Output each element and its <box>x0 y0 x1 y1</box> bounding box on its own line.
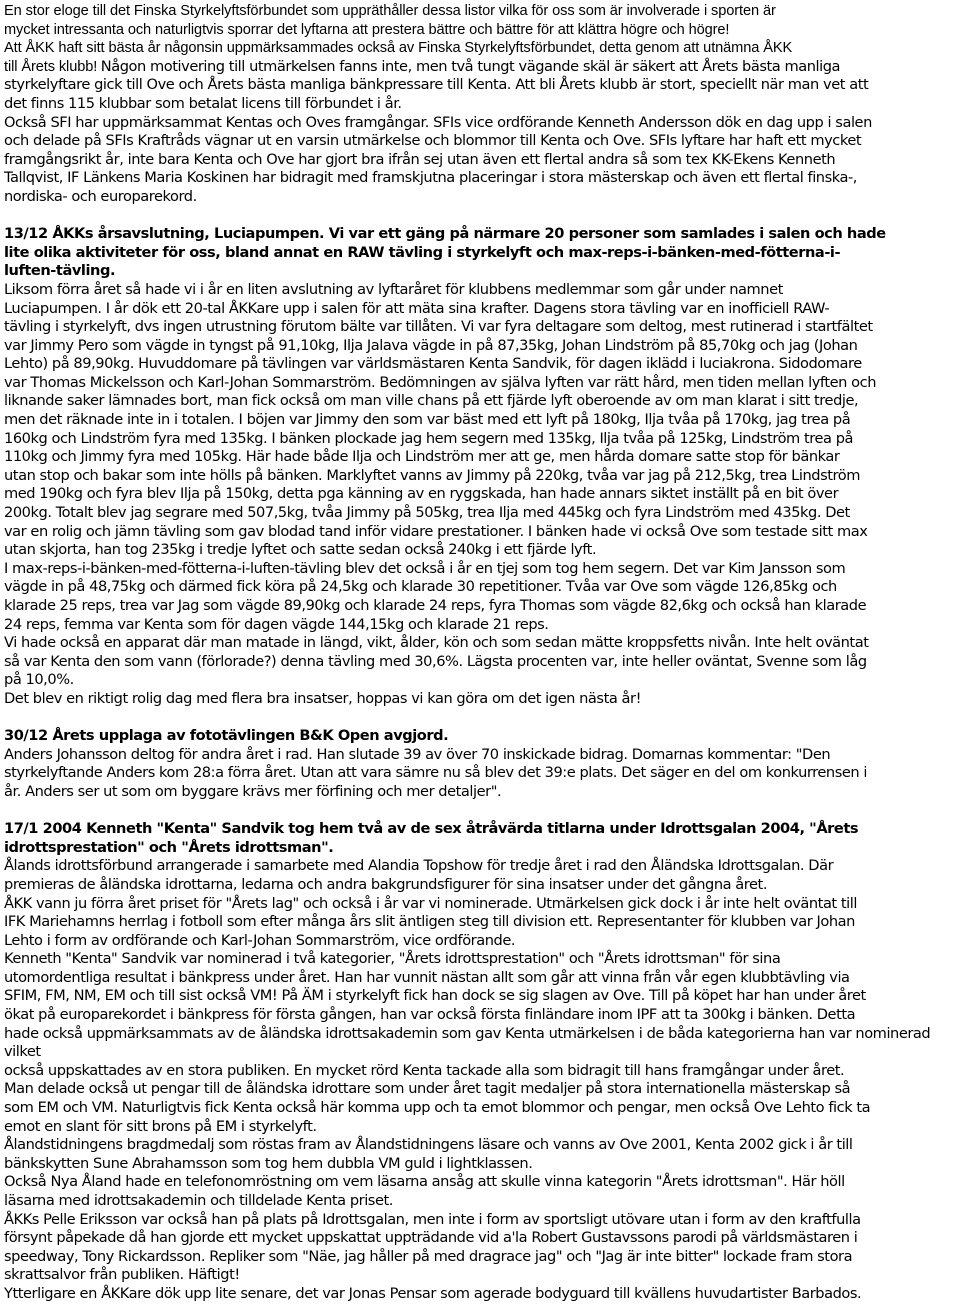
spacer <box>4 802 955 821</box>
section-body-idrottsgalan: Ålands idrottsförbund arrangerade i samarbete med Alandia Topshow för tredje året i rad den Åländska Idrottsgalan. Där premieras de åländska idrottarna, ledarna och andra bakgrundsfigurer för sina insatser under det gångna året. ÅKK vann ju förra året priset för "Årets lag" och också i år var vi nominerade. Utmärkelsen gick dock i år inte helt oväntat till IFK Mariehamns herrlag i fotboll som efter många års slit äntligen steg till division ett. Representanter för klubben var Johan Lehto i form av ordförande och Karl-Johan Sommarström, vice ordförande. Kenneth "Kenta" Sandvik var nominerad i två kategorier, "Årets idrottsprestation" och "Årets idrottsman" för sina utomordentliga resultat i bänkpress under året. Han har vunnit nästan allt som går att vinna från vår egen klubbtävling via SFIM, FM, NM, EM och till sist också VM! På ÄM i styrkelyft fick han dock se sig slagen av Ove. Till på köpet har han under året ökat på europarekordet i bänkpress för första gången, han var också första finländare inom IPF att ta 300kg i bänken. Detta hade också uppmärksammats av de åländska idrottsakademin som gav Kenta utmärkelsen i de båda kategorierna han var nominerad vilket också uppskattades av en stora publiken. En mycket rörd Kenta tackade alla som bidragit till hans framgångar under året. Man delade också ut pengar till de åländska idrottare som under året tagit medaljer på stora internationella mästerskap så som EM och VM. Naturligtvis fick Kenta också här komma upp och ta emot blommor och pengar, men också Ove Lehto fick ta emot en slant för sitt brons på EM i styrkelyft. Ålandstidningens bragdmedalj som röstas fram av Ålandstidningens läsare och vanns av Ove 2001, Kenta 2002 gick i år till bänkskytten Sune Abrahamsson som tog hem dubbla VM guld i lightklassen. Också Nya Åland hade en telefonomröstning om vem läsarna ansåg att skulle vinna kategorin "Årets idrottsman". Här höll läsarna med idrottsakademin och tilldelade Kenta priset. ÅKKs Pelle Eriksson var också han på plats på Idrottsgalan, men inte i form av sportsligt utövare utan i form av den kraftfulla försynt påpekade då han gjorde ett mycket uppskattat uppträdande vid a'la Robert Gustavssons parodi på världsmästaren i speedway, Tony Rickardsson. Repliker som "Näe, jag håller på med dragrace jag" och "Jag är inte bitter" lockade fram stora skrattsalvor från publiken. Häftigt! Ytterligare en ÅKKare dök upp lite senare, det var Jonas Pensar som agerade bodyguard till kvällens huvudartister Barbados. <box>4 857 931 1302</box>
intro-text-arial: En stor eloge till det Finska Styrkelyftsförbundet som uppräthåller dessa listor vilka för oss som är involverade i sporten är mycket intressanta och naturligtvis sporrar det lyftarna att prestera bättre och bättre för att klättra högre och högre! Att ÅKK haft sitt bästa år någonsin uppmärksammades också av Finska Styrkelyftsförbundet, detta genom att utnämna ÅKK till Årets klubb! <box>4 3 793 75</box>
section-heading-idrottsgalan: 17/1 2004 Kenneth "Kenta" Sandvik tog hem två av de sex åtråvärda titlarna under Idrottsgalan 2004, "Årets idrottsprestation" och "Årets idrottsman". <box>4 820 859 856</box>
section-body-bk-open: Anders Johansson deltog för andra året i rad. Han slutade 39 av över 70 inskickade bidrag. Domarnas kommentar: "Den styrkelyftande Anders kom 28:a förra året. Utan att vara sämre nu så blev det 39:e plats. Det säger en del om konkurrensen i år. Anders ser ut som om byggare krävs mer förfining och mer detaljer". <box>4 745 868 800</box>
section-body-luciapumpen: Liksom förra året så hade vi i år en liten avslutning av lyftaråret för klubbens medlemmar som går under namnet Luciapumpen. I år dök ett 20-tal ÅKKare upp i salen för att mäta sina krafter. Dagens stora tävling var en inofficiell RAW- tävling i styrkelyft, dvs ingen utrustning förutom bälte var tillåten. Vi var fyra deltagare som deltog, mest rutinerad i startfältet var Jimmy Pero som vägde in tyngst på 91,10kg, Ilja Jalava vägde in på 87,35kg, Johan Lindström på 85,70kg och jag (Johan Lehto) på 89,90kg. Huvuddomare på tävlingen var världsmästaren Kenta Sandvik, för dagen iklädd i luciakrona. Sidodomare var Thomas Mickelsson och Karl-Johan Sommarström. Bedömningen av själva lyften var rätt hård, men tiden mellan lyften och liknande saker lämnades bort, man fick också om man ville chans på ett fjärde lyft oberoende av om man klarat i sitt tredje, men det räknade inte in i totalen. I böjen var Jimmy den som var bäst med ett lyft på 180kg, Ilja tvåa på 170kg, jag trea på 160kg och Lindström fyra med 135kg. I bänken plockade jag hem segern med 135kg, Ilja tvåa på 125kg, Lindström trea på 110kg och Jimmy fyra med 105kg. Här hade både Ilja och Lindström mer att ge, men hårda domare satte stop för bänkar utan stop och bakar som inte hölls på bänken. Marklyftet vanns av Jimmy på 220kg, tvåa var jag på 212,5kg, trea Lindström med 190kg och fyra blev Ilja på 150kg, detta pga känning av en ryggskada, han hade annars siktet inställt på en bit över 200kg. Totalt blev jag segrare med 507,5kg, tvåa Jimmy på 505kg, trea Ilja med 445kg och fyra Lindström med 435kg. Det var en rolig och jämn tävling som gav blodad tand inför vidare prestationer. I bänken hade vi också Ove som testade sitt max utan skjorta, han tog 235kg i tredje lyftet och satte sedan också 240kg i ett fjärde lyft. I max-reps-i-bänken-med-fötterna-i-luften-tävling blev det också i år en tjej som tog hem segern. Det var Kim Jansson som vägde in på 48,75kg och därmed fick köra på 24,5kg och klarade 30 repetitioner. Tvåa var Ove som vägde 126,85kg och klarade 25 reps, trea var Jag som vägde 89,90kg och klarade 24 reps, fyra Thomas som vägde 82,6kg och också han klarade 24 reps, femma var Kenta som för dagen vägde 144,15kg och klarade 21 reps. Vi hade också en apparat där man matade in längd, vikt, ålder, kön och som sedan mätte kroppsfetts nivån. Inte helt oväntat så var Kenta den som vann (förlorade?) denna tävling med 30,6%. Lägsta procenten var, inte heller oväntat, Svenne som låg på 10,0%. Det blev en riktigt rolig dag med flera bra insatser, hoppas vi kan göra om det igen nästa år! <box>4 280 877 707</box>
spacer <box>4 709 955 728</box>
intro-text-verdana: Någon motivering till utmärkelsen fanns inte, men två tungt vägande skäl är säkert att Årets bästa manliga styrkelyftare gick till Ove och Årets bästa manliga bänkpressare till Kenta. Att bli Årets klubb är stort, speciellt när man vet att det finns 115 klubbar som betalat licens till förbundet i år. Också SFI har uppmärksammat Kentas och Oves framgångar. SFIs vice ordförande Kenneth Andersson dök en dag upp i salen och delade på SFIs Kraftråds vägnar ut en varsin utmärkelse och blommor till Kenta och Ove. SFIs lyftare har haft ett mycket framgångsrikt år, inte bara Kenta och Ove har gjort bra ifrån sej utan även ett flertal andra så som tex KK-Ekens Kenneth Tallqvist, IF Länkens Maria Koskinen har bidragit med framskjutna placeringar i stora mästerskap och även ett flertal finska-, nordiska- och europarekord. <box>4 57 872 205</box>
section-heading-luciapumpen: 13/12 ÅKKs årsavslutning, Luciapumpen. Vi var ett gäng på närmare 20 personer som samlades i salen och hade lite olika aktiviteter för oss, bland annat en RAW tävling i styrkelyft och max-reps-i-bänken-med-fötterna-i- luften-tävling. <box>4 225 886 280</box>
intro-paragraph <box>4 2 955 207</box>
section-heading-bk-open: 30/12 Årets upplaga av fototävlingen B&K Open avgjord. <box>4 727 449 745</box>
spacer <box>4 207 955 226</box>
